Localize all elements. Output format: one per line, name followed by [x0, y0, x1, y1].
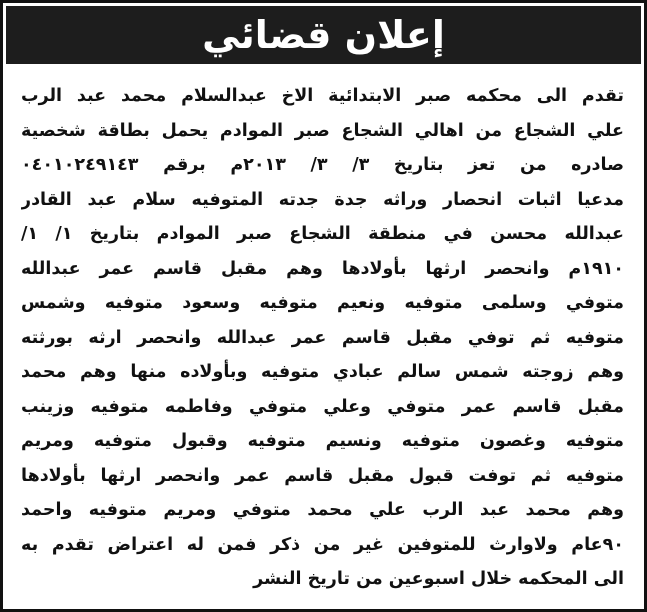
notice-line: متوفيه ثم توفي مقبل قاسم عمر عبدالله وانحصر ارثه بورثته	[21, 327, 624, 348]
notice-line: متوفي وسلمى متوفيه ونعيم متوفيه وسعود متوفيه وشمس	[21, 293, 624, 313]
notice-line: تقدم الى محكمه صبر الابتدائية الاخ عبدالسلام محمد عبد الرب	[21, 86, 624, 106]
notice-line: مقبل قاسم عمر متوفي وعلي متوفي وفاطمه متوفيه وزينب	[21, 396, 624, 417]
notice-line: مدعيا اثبات انحصار وراثه جدة جدته المتوفيه سلام عبد القادر	[21, 189, 624, 210]
notice-header	[6, 6, 641, 64]
notice-title: إعلان قضائي	[202, 13, 445, 57]
notice-line: ١٩١٠م وانحصر ارثها بأولادها وهم مقبل قاسم عمر عبدالله	[21, 258, 624, 279]
notice-line: عبدالله محسن في منطقة الشجاع صبر الموادم بتاريخ ١/ ١/	[21, 224, 624, 244]
notice-line: صادره من تعز بتاريخ ٣/ ٣/ ٢٠١٣م برقم ٠٤٠١٠٢٤٩١٤٣	[21, 155, 624, 175]
notice-line: وهم زوجته شمس سالم عبادي متوفيه وبأولاده منها وهم محمد	[21, 362, 624, 382]
notice-line: وهم محمد عبد الرب علي محمد متوفي ومريم متوفيه واحمد	[21, 500, 624, 520]
notice-line: علي الشجاع من اهالي الشجاع صبر الموادم يحمل بطاقة شخصية	[21, 120, 624, 141]
notice-body	[21, 79, 624, 597]
notice-line: ٩٠عام ولاوارث للمتوفين غير من ذكر فمن له اعتراض تقدم به	[21, 534, 624, 555]
notice-line: متوفيه وغصون متوفيه ونسيم متوفيه وقبول متوفيه ومريم	[21, 431, 624, 451]
notice-line: الى المحكمه خلال اسبوعين من تاريخ النشر	[253, 569, 624, 589]
notice-line: متوفيه ثم توفت قبول مقبل قاسم عمر وانحصر ارثها بأولادها	[21, 465, 624, 486]
